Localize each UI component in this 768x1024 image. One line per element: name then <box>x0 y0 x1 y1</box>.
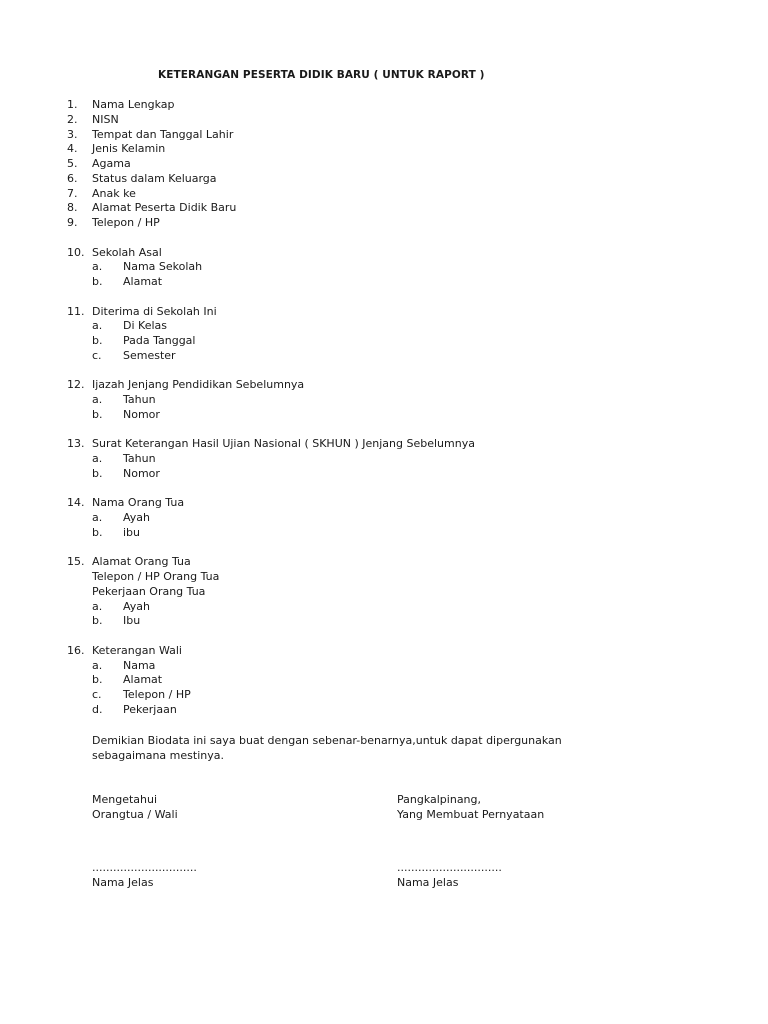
sub-item-letter: a. <box>92 452 103 465</box>
sub-item-label: Tahun <box>123 393 156 406</box>
sub-item-label: ibu <box>123 525 141 539</box>
form-row <box>0 128 768 143</box>
item-number: 3. <box>67 127 78 141</box>
item-label: NISN <box>92 112 119 126</box>
item-label: Agama <box>92 157 131 170</box>
sub-item-letter: a. <box>92 319 103 333</box>
form-subrow <box>0 703 768 718</box>
sub-item-letter: d. <box>92 702 103 716</box>
item-label: Alamat Orang Tua <box>92 555 191 569</box>
form-subrow <box>0 526 768 541</box>
item-number: 11. <box>67 304 85 318</box>
signature-left-dots[interactable]: .............................. <box>92 861 197 874</box>
section-gap <box>0 231 768 246</box>
form-subrow <box>0 452 768 467</box>
item-label: Keterangan Wali <box>92 643 182 657</box>
item-number: 12. <box>67 378 85 392</box>
item-label: Pekerjaan Orang Tua <box>92 584 206 598</box>
section-gap <box>0 364 768 379</box>
sub-item-letter: b. <box>92 407 103 421</box>
sub-item-label: Nomor <box>123 407 160 421</box>
item-number: 1. <box>67 98 78 111</box>
form-subrow <box>0 673 768 688</box>
sub-item-label: Di Kelas <box>123 319 167 333</box>
item-number: 4. <box>67 142 78 156</box>
signature-left-line-2: Orangtua / Wali <box>92 808 178 821</box>
item-number: 10. <box>67 245 85 259</box>
form-row <box>0 142 768 157</box>
form-row <box>0 570 768 585</box>
sub-item-letter: b. <box>92 614 103 628</box>
sub-item-label: Nama Sekolah <box>123 260 203 274</box>
form-subrow <box>0 393 768 408</box>
section-gap <box>0 629 768 644</box>
item-label: Ijazah Jenjang Pendidikan Sebelumnya <box>92 378 305 392</box>
form-subrow <box>0 349 768 364</box>
item-number: 16. <box>67 643 85 657</box>
sub-item-label: Tahun <box>123 452 156 465</box>
sub-item-label: Nama <box>123 658 156 672</box>
item-label: Alamat Peserta Didik Baru <box>92 201 237 215</box>
section-gap <box>0 482 768 497</box>
form-fields <box>0 98 768 718</box>
form-row <box>0 644 768 659</box>
closing-line-1: Demikian Biodata ini saya buat dengan sebenar-benarnya,untuk dapat dipergunakan <box>92 734 562 747</box>
sub-item-letter: a. <box>92 599 103 613</box>
item-label: Surat Keterangan Hasil Ujian Nasional ( SKHUN ) Jenjang Sebelumnya <box>92 437 475 451</box>
form-row <box>0 113 768 128</box>
signature-block-parent <box>92 792 197 890</box>
sub-item-label: Ayah <box>123 599 151 613</box>
form-row <box>0 555 768 570</box>
form-row <box>0 201 768 216</box>
form-subrow <box>0 659 768 674</box>
sub-item-letter: b. <box>92 673 103 687</box>
closing-line-2: sebagaimana mestinya. <box>92 749 224 762</box>
section-gap <box>0 290 768 305</box>
sub-item-letter: a. <box>92 393 103 406</box>
section-gap <box>0 423 768 438</box>
item-label: Diterima di Sekolah Ini <box>92 304 217 318</box>
form-row <box>0 305 768 320</box>
form-row <box>0 496 768 511</box>
sub-item-letter: a. <box>92 260 103 274</box>
form-subrow <box>0 319 768 334</box>
item-label: Nama Orang Tua <box>92 496 185 510</box>
sub-item-label: Nomor <box>123 466 160 480</box>
item-number: 8. <box>67 201 78 215</box>
signature-right-line-2: Yang Membuat Pernyataan <box>397 808 545 821</box>
item-number: 14. <box>67 496 85 510</box>
sub-item-label: Pada Tanggal <box>123 334 196 347</box>
item-label: Sekolah Asal <box>92 245 162 259</box>
signature-right-line-1: Pangkalpinang, <box>397 793 482 806</box>
sub-item-label: Alamat <box>123 673 163 687</box>
item-label: Anak ke <box>92 186 136 200</box>
form-subrow <box>0 688 768 703</box>
form-row <box>0 172 768 187</box>
form-row <box>0 246 768 261</box>
sub-item-letter: b. <box>92 525 103 539</box>
signature-left-name: Nama Jelas <box>92 876 154 889</box>
form-subrow <box>0 614 768 629</box>
item-number: 2. <box>67 112 78 126</box>
sub-item-letter: c. <box>92 348 102 362</box>
form-row <box>0 187 768 202</box>
sub-item-label: Ayah <box>123 511 151 524</box>
sub-item-letter: a. <box>92 511 103 524</box>
sub-item-letter: b. <box>92 275 103 288</box>
sub-item-label: Semester <box>123 348 176 362</box>
sub-item-label: Alamat <box>123 275 163 288</box>
sub-item-letter: c. <box>92 688 102 701</box>
form-subrow <box>0 275 768 290</box>
item-number: 13. <box>67 437 85 451</box>
sub-item-label: Ibu <box>123 614 141 628</box>
signature-right-dots[interactable]: .............................. <box>397 861 502 874</box>
form-row <box>0 157 768 172</box>
form-subrow <box>0 511 768 526</box>
item-label: Status dalam Keluarga <box>92 171 217 185</box>
item-label: Jenis Kelamin <box>92 142 166 156</box>
sub-item-letter: b. <box>92 334 103 347</box>
signature-left-line-1: Mengetahui <box>92 793 158 806</box>
closing-statement <box>92 733 612 763</box>
form-row <box>0 216 768 231</box>
form-subrow <box>0 260 768 275</box>
item-label: Nama Lengkap <box>92 98 175 111</box>
item-number: 7. <box>67 186 78 200</box>
signature-block-student <box>397 792 544 890</box>
sub-item-letter: b. <box>92 466 103 480</box>
item-number: 15. <box>67 555 85 569</box>
signature-right-name: Nama Jelas <box>397 876 459 889</box>
item-label: Tempat dan Tanggal Lahir <box>92 127 234 141</box>
sub-item-letter: a. <box>92 658 103 672</box>
sub-item-label: Telepon / HP <box>123 688 191 701</box>
sub-item-label: Pekerjaan <box>123 702 177 716</box>
item-number: 6. <box>67 171 78 185</box>
form-row <box>0 378 768 393</box>
form-row <box>0 585 768 600</box>
form-subrow <box>0 467 768 482</box>
form-subrow <box>0 600 768 615</box>
form-title: KETERANGAN PESERTA DIDIK BARU ( UNTUK RAPORT ) <box>158 69 485 81</box>
item-number: 9. <box>67 216 78 229</box>
form-row <box>0 437 768 452</box>
form-subrow <box>0 334 768 349</box>
item-label: Telepon / HP <box>92 216 160 229</box>
form-subrow <box>0 408 768 423</box>
item-label: Telepon / HP Orang Tua <box>92 570 220 583</box>
section-gap <box>0 541 768 556</box>
form-row <box>0 98 768 113</box>
item-number: 5. <box>67 157 78 170</box>
